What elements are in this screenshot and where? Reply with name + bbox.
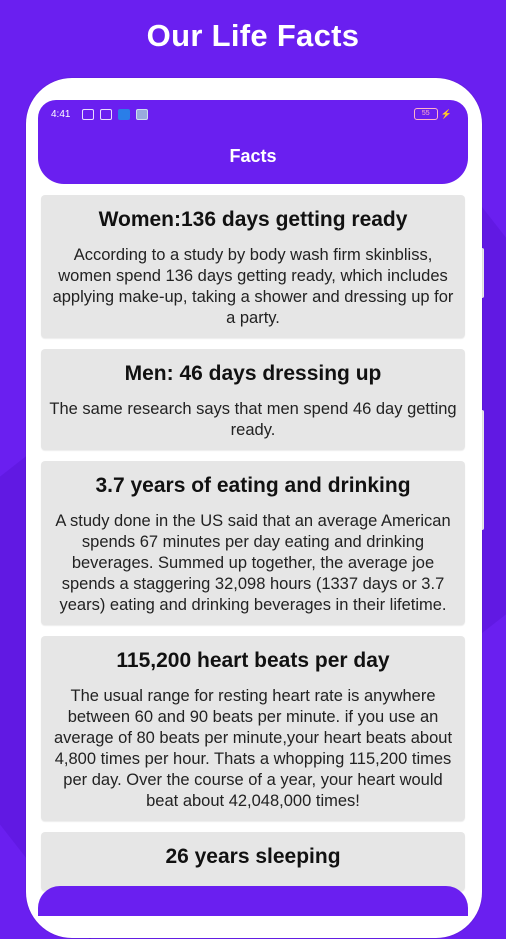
status-time: 4:41 [51,108,71,120]
fact-body: A study done in the US said that an average American spends 67 minutes per day eating and drinking beverages. Summed up together, the average joe spends a staggering 32,098 hours (1337 days or 3.7 years) eating and drinking beverages in their lifetime. [55,512,451,614]
battery-indicator [414,108,452,120]
fact-card[interactable] [41,636,465,821]
status-icons [82,109,148,120]
fact-body: According to a study by body wash firm skinbliss, women spend 136 days getting ready, which includes applying make-up, taking a shower and dressing up for a party. [52,246,454,327]
status-bar [38,100,468,128]
bottom-navigation-bar[interactable] [38,886,468,916]
fact-title: 26 years sleeping [165,845,341,868]
charging-icon: ⚡ [440,108,452,119]
fact-title: Women:136 days getting ready [98,208,408,231]
app-bar [38,128,468,184]
promo-title: Our Life Facts [146,18,360,53]
facts-list [41,195,465,902]
fact-card[interactable] [41,349,465,450]
fact-title: 115,200 heart beats per day [116,649,390,672]
notification-icon [100,109,112,120]
fact-card[interactable] [41,195,465,338]
fact-card[interactable] [41,461,465,625]
fact-title: Men: 46 days dressing up [124,362,382,385]
fact-body: The usual range for resting heart rate is anywhere between 60 and 90 beats per minute. if you use an average of 80 beats per minute,your heart beats about 4,800 times per hour. Thats a whopping 115,200 times per day. Over the course of a year, your heart would beat about 42,048,000 times! [53,687,453,810]
app-icon [118,109,130,120]
fact-title: 3.7 years of eating and drinking [95,474,411,497]
image-icon [136,109,148,120]
notification-icon [82,109,94,120]
battery-level: 55 [414,108,438,120]
fact-body: The same research says that men spend 46 day getting ready. [49,400,457,439]
fact-card[interactable] [41,832,465,891]
phone-frame [26,78,482,938]
page-title: Facts [229,145,277,166]
